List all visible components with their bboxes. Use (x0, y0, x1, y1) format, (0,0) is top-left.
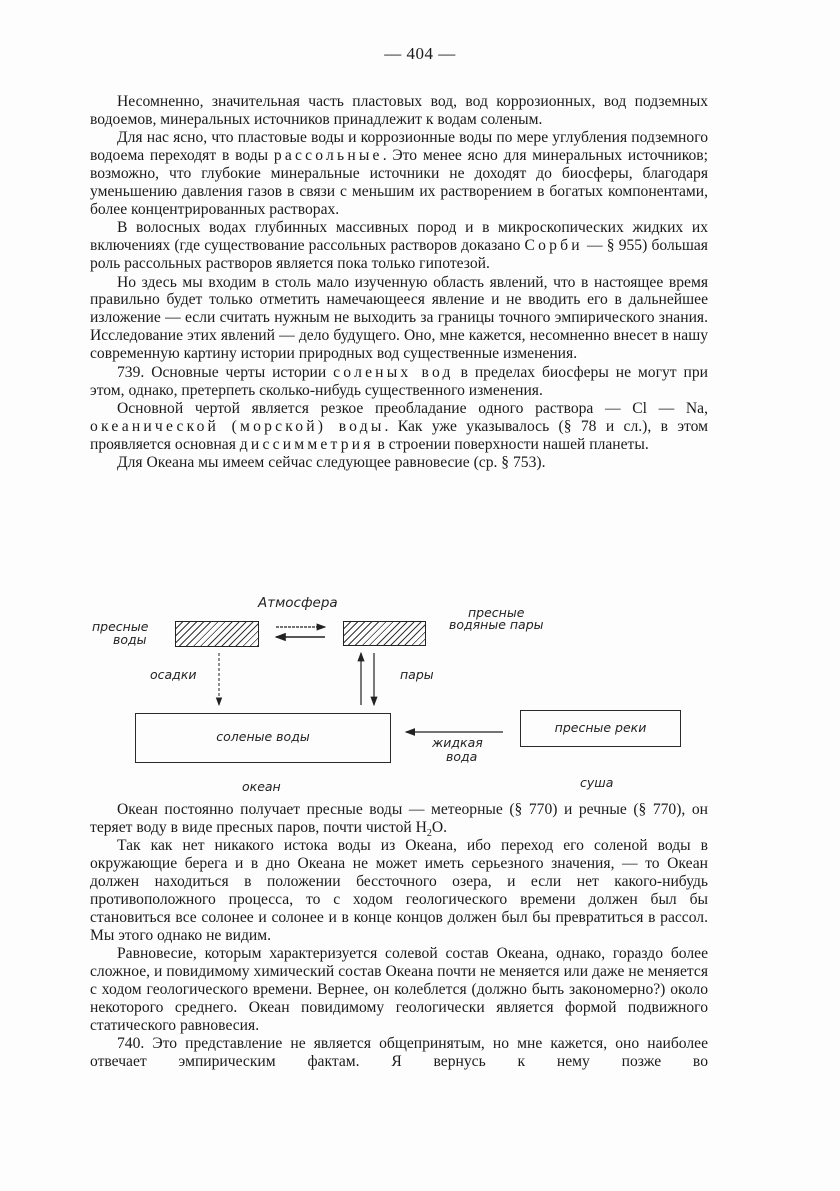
label-fresh-vapor-line2: водяные пары (449, 617, 544, 632)
paragraph-739: 739. Основные черты истории соленых вод в пределах биосферы не могут при этом, однако, претерпеть сколько-нибудь существенного изменения. (90, 363, 708, 399)
emphasis-dissymmetry: диссимметрия (239, 435, 374, 453)
label-fresh-vapor-line1: пресные (468, 605, 525, 620)
emphasis-sorby: Сорби (524, 237, 583, 255)
diagram-arrows (0, 585, 840, 800)
label-vapor: пары (400, 667, 434, 682)
label-fresh-waters-line2: воды (113, 632, 147, 647)
page-number: — 404 — (384, 44, 456, 63)
paragraph-no-outflow: Так как нет никакого истока воды из Океана, ибо переход его соленой воды в окружающие берега и в дно Океана не может иметь серьезного значения, — то Океан должен находиться в положении бессточного озера, и если нет какого-нибудь противоположного процесса, то с ходом геологического времени должен был бы становиться все солонее и солонее и в конце концов должен был бы превратиться в рассол. Мы этого однако не видим. (90, 837, 708, 944)
emphasis-ocean-water: океанической (морской) воды (90, 417, 385, 435)
text-block-bottom (90, 801, 708, 1072)
paragraph-saline-waters: Несомненно, значительная часть пластовых вод, вод коррозионных, вод подземных водоемов, минеральных источников принадлежит к водам соленым. (90, 93, 708, 128)
label-salt-waters: соленые воды (216, 729, 310, 744)
paragraph-main-feature: Основной чертой является резкое преобладание одного раствора — Cl — Na, океанической (морской) воды. Как уже указывалось (§ 78 и сл.), в этом проявляется основная диссимметрия в строении поверхности нашей планеты. (90, 399, 708, 453)
paragraph-740: 740. Это представление не является общепринятым, но мне кажется, оно наиболее отвечает эмпирическим фактам. Я вернусь к нему позже во (90, 1035, 708, 1071)
diagram-title-atmosphere: Атмосфера (258, 595, 338, 611)
water-cycle-diagram (0, 585, 840, 800)
paragraph-salt-equilibrium: Равновесие, которым характеризуется солевой состав Океана, однако, гораздо более сложное, и повидимому химический состав Океана почти не меняется или даже не меняется с ходом геологического времени. Вернее, он колеблется (должно быть закономерно?) около некоторого среднего. Океан повидимому геологически является формой подвижного статического равновесия. (90, 945, 708, 1034)
paragraph-brine-transition: Для нас ясно, что пластовые воды и коррозионные воды по мере углубления подземного водоема переходят в воды рассольные. Это менее ясно для минеральных источников; возможно, что глубокие минеральные источники не доходят до биосферы, благодаря уменьшению давления газов в связи с меньшим их растворением в богатых компонентами, более концентрированных растворах. (90, 129, 708, 218)
emphasis-brine: рассольные (273, 147, 383, 165)
label-precipitation: осадки (150, 667, 197, 682)
emphasis-salt-waters: соленых вод (333, 363, 454, 381)
text-block-top (90, 93, 708, 473)
paragraph-capillary-waters: В волосных водах глубинных массивных пород и в микроскопических жидких их включениях (где существование рассольных растворов доказано Сорби — § 955) большая роль рассольных растворов является пока только гипотезой. (90, 219, 708, 273)
label-liquid-line1: жидкая (432, 735, 483, 750)
label-ocean: океан (242, 779, 281, 794)
label-liquid-line2: вода (446, 749, 478, 764)
paragraph-ocean-equilibrium: Для Океана мы имеем сейчас следующее равновесие (ср. § 753). (117, 454, 546, 472)
paragraph-unexplored-area: Но здесь мы входим в столь мало изученную область явлений, что в настоящее время правильно будет только отметить намечающееся явление и не вводить его в дальнейшее изложение — если считать нужным не выходить за границы точного эмпирического знания. Исследование этих явлений — дело будущего. Оно, мне кажется, несомненно внесет в нашу современную картину истории природных вод существенные изменения. (90, 273, 708, 363)
label-land: суша (580, 775, 614, 790)
paragraph-ocean-receives: Океан постоянно получает пресные воды — метеорные (§ 770) и речные (§ 770), он теряет воду в виде пресных паров, почти чистой $H_2O$. (90, 801, 708, 840)
label-fresh-waters-line1: пресные (92, 619, 149, 634)
label-fresh-rivers: пресные реки (554, 720, 647, 735)
